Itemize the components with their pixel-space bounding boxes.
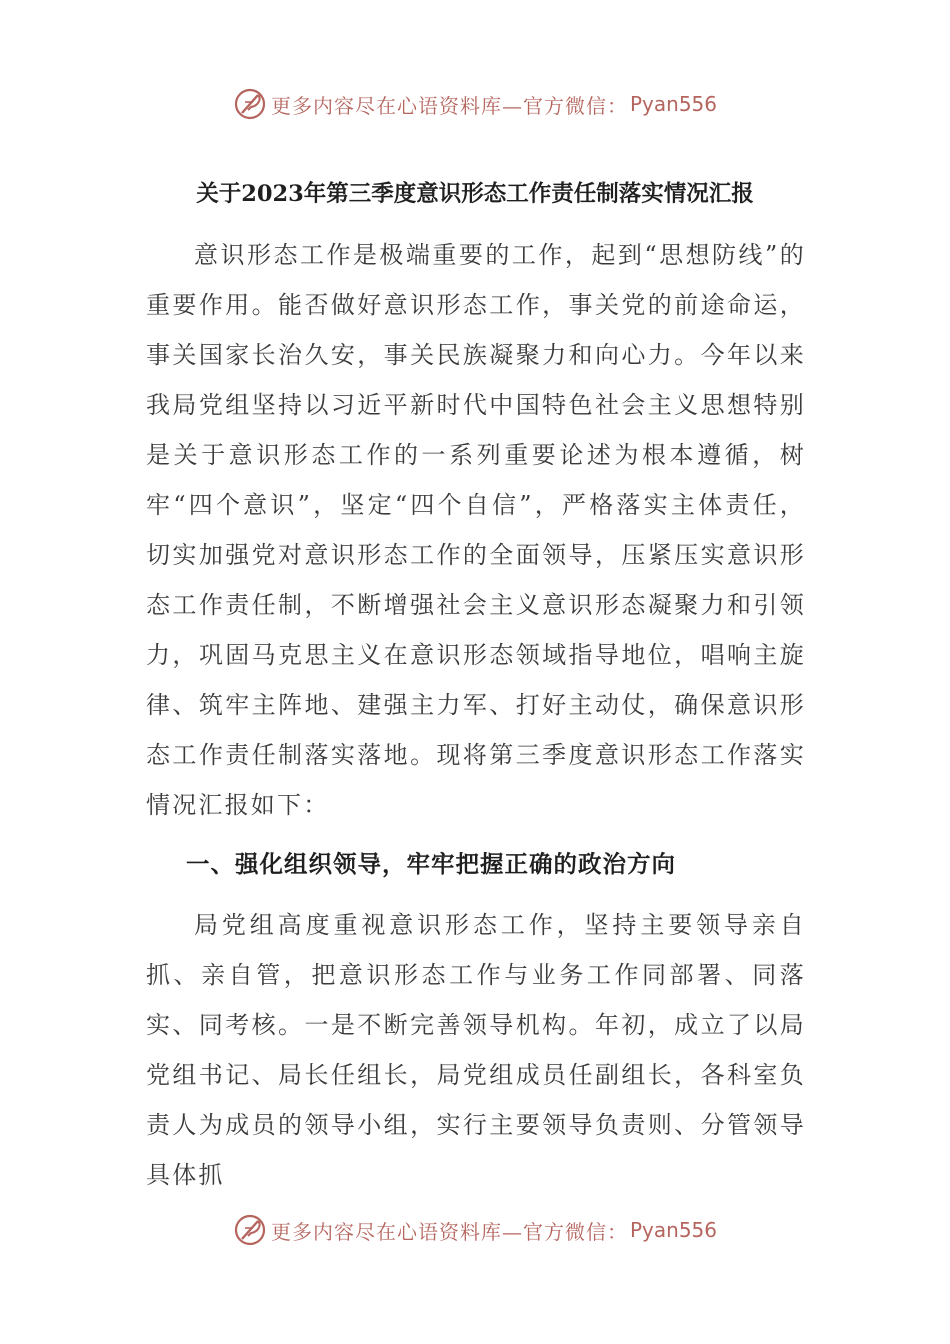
footer-watermark <box>0 1210 950 1250</box>
quill-logo-icon <box>233 1213 267 1247</box>
quill-logo-icon <box>233 87 267 121</box>
body-paragraph-1 <box>146 230 806 830</box>
watermark-text: 更多内容尽在心语资料库—官方微信： <box>270 93 628 118</box>
watermark-wechat-id: Pyan556 <box>629 92 717 116</box>
paragraph-text: 意识形态工作是极端重要的工作，起到“思想防线”的重要作用。能否做好意识形态工作，事关党的前途命运，事关国家长治久安，事关民族凝聚力和向心力。今年以来我局党组坚持以习近平新时代中国特色社会主义思想特别是关于意识形态工作的一系列重要论述为根本遵循，树牢“四个意识”，坚定“四个自信”，严格落实主体责任，切实加强党对意识形态工作的全面领导，压紧压实意识形态工作责任制，不断增强社会主义意识形态凝聚力和引领力，巩固马克思主义在意识形态领域指导地位，唱响主旋律、筑牢主阵地、建强主力军、打好主动仗，确保意识形态工作责任制落实落地。现将第三季度意识形态工作落实情况汇报如下： <box>146 241 806 819</box>
watermark-text: 更多内容尽在心语资料库—官方微信： <box>270 1219 628 1244</box>
watermark-wechat-id: Pyan556 <box>629 1218 717 1242</box>
paragraph-text: 局党组高度重视意识形态工作，坚持主要领导亲自抓、亲自管，把意识形态工作与业务工作同部署、同落实、同考核。一是不断完善领导机构。年初，成立了以局党组书记、局长任组长，局党组成员任副组长，各科室负责人为成员的领导小组，实行主要领导负责则、分管领导具体抓 <box>146 911 806 1189</box>
header-watermark <box>0 84 950 124</box>
section-heading-1: 一、强化组织领导，牢牢把握正确的政治方向 <box>186 850 676 878</box>
body-paragraph-2 <box>146 900 806 1200</box>
document-title: 关于2023年第三季度意识形态工作责任制落实情况汇报 <box>196 181 754 207</box>
